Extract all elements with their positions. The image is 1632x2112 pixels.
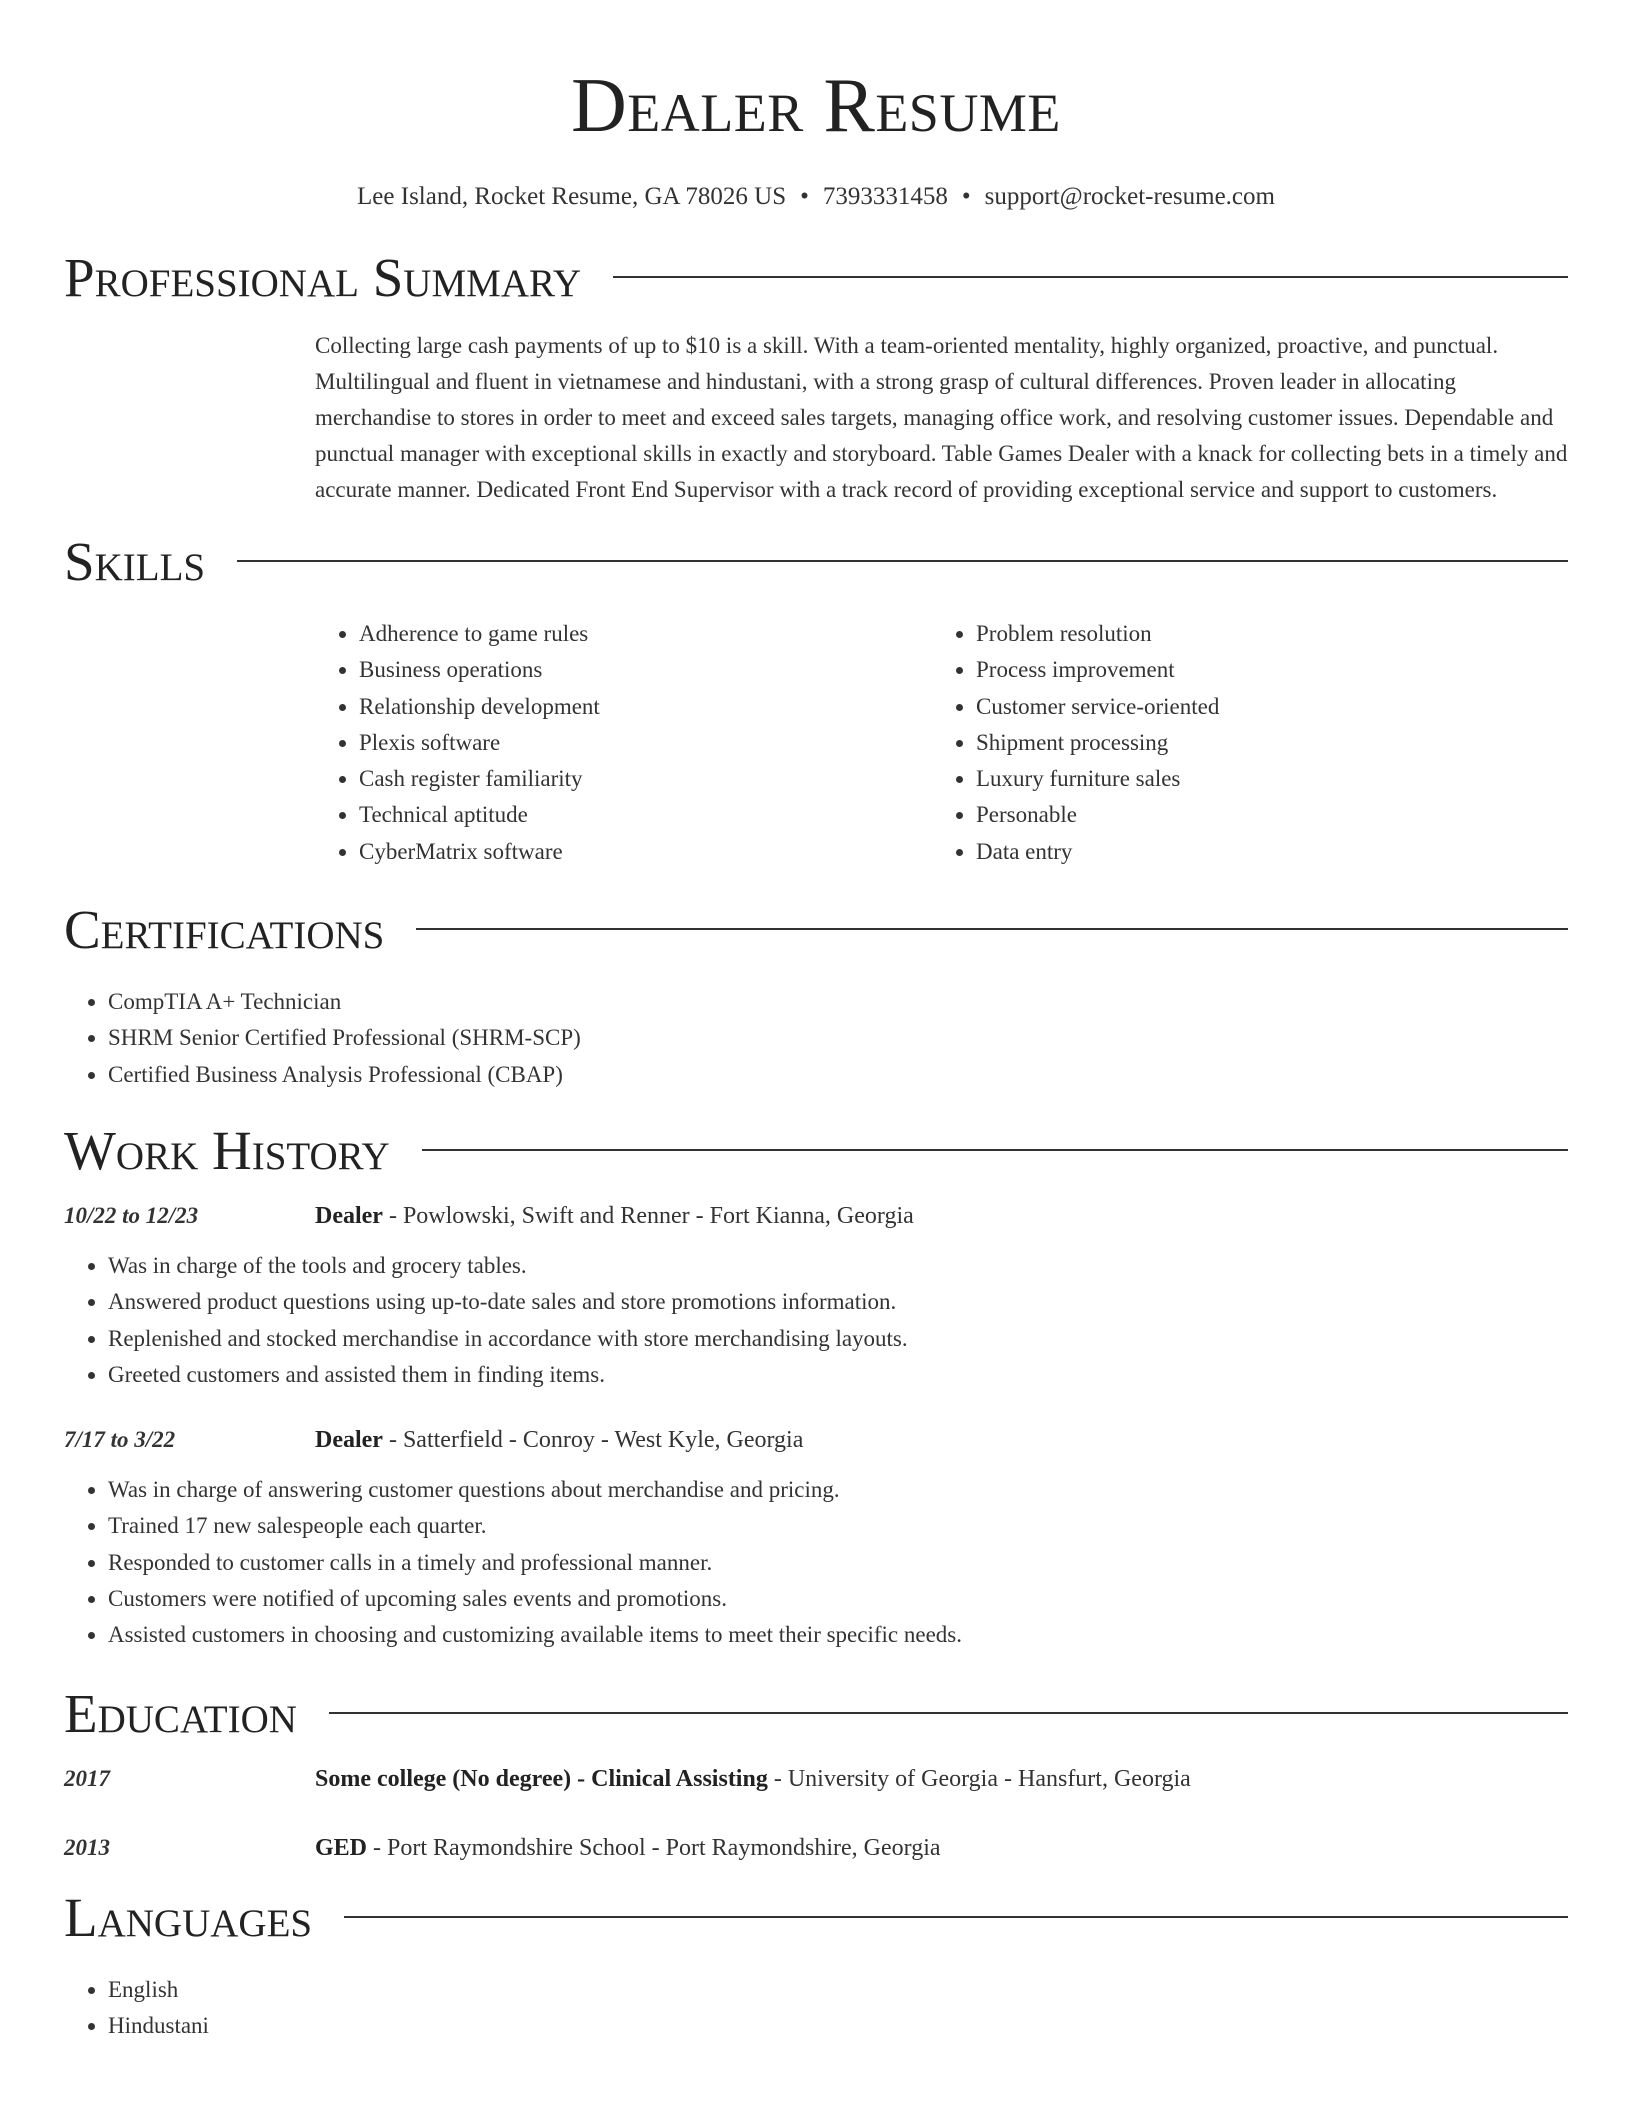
languages-list xyxy=(64,1972,1568,2045)
skill-item: • CyberMatrix software xyxy=(359,834,932,870)
job-title-line xyxy=(315,1203,914,1230)
section-divider xyxy=(237,560,1568,562)
job-duty-item: • Customers were notified of upcoming sales events and promotions. xyxy=(108,1581,1568,1617)
section-title-work-history: Work History xyxy=(64,1119,390,1181)
contact-separator: • xyxy=(800,183,809,210)
section-divider xyxy=(329,1712,1568,1714)
skills-list-right xyxy=(932,616,1549,870)
education-entry xyxy=(64,1835,1568,1862)
skill-item: • Customer service-oriented xyxy=(976,689,1549,725)
section-divider xyxy=(416,928,1568,930)
certifications-list xyxy=(64,984,1568,1093)
skill-item: • Shipment processing xyxy=(976,725,1549,761)
job-entry xyxy=(64,1427,1568,1653)
languages-section xyxy=(64,1888,1568,2045)
section-header xyxy=(64,1888,1568,1948)
job-duty-item: • Replenished and stocked merchandise in accordance with store merchandising layouts. xyxy=(108,1321,1568,1357)
education-school: - Port Raymondshire School - Port Raymondshire, Georgia xyxy=(367,1834,941,1861)
skill-item: • Data entry xyxy=(976,834,1549,870)
job-duty-item: • Was in charge of the tools and grocery tables. xyxy=(108,1248,1568,1284)
skill-item: • Business operations xyxy=(359,652,932,688)
job-header xyxy=(64,1427,1568,1454)
job-employer: - Satterfield - Conroy - West Kyle, Georgia xyxy=(382,1427,804,1454)
skill-item: • Personable xyxy=(976,797,1549,833)
section-divider xyxy=(422,1149,1568,1151)
section-title-education: Education xyxy=(64,1682,297,1744)
certification-item: • SHRM Senior Certified Professional (SHRM-SCP) xyxy=(108,1020,1568,1056)
section-header xyxy=(64,532,1568,592)
language-item: • Hindustani xyxy=(108,2008,1568,2044)
section-header xyxy=(64,1684,1568,1744)
section-header xyxy=(64,1121,1568,1181)
skills-section xyxy=(64,532,1568,870)
job-duty-item: • Trained 17 new salespeople each quarter. xyxy=(108,1508,1568,1544)
job-dates: 7/17 to 3/22 xyxy=(64,1427,176,1453)
skill-item: • Technical aptitude xyxy=(359,797,932,833)
certification-item: • Certified Business Analysis Professional (CBAP) xyxy=(108,1057,1568,1093)
skill-item: • Plexis software xyxy=(359,725,932,761)
education-degree: GED xyxy=(315,1834,368,1861)
skills-grid xyxy=(315,616,1568,870)
job-header xyxy=(64,1203,1568,1230)
job-duty-item: • Answered product questions using up-to-date sales and store promotions information. xyxy=(108,1284,1568,1320)
job-dates: 10/22 to 12/23 xyxy=(64,1202,199,1228)
education-section xyxy=(64,1684,1568,1862)
section-title-certifications: Certifications xyxy=(64,899,385,961)
certification-item: • CompTIA A+ Technician xyxy=(108,984,1568,1020)
job-employer: - Powlowski, Swift and Renner - Fort Kianna, Georgia xyxy=(382,1202,914,1229)
skills-column-right xyxy=(932,616,1549,870)
language-item: • English xyxy=(108,1972,1568,2008)
contact-separator: • xyxy=(961,183,971,210)
education-line xyxy=(315,1835,941,1862)
job-duty-item: • Responded to customer calls in a timely and professional manner. xyxy=(108,1545,1568,1581)
summary-section xyxy=(64,248,1568,508)
section-title-skills: Skills xyxy=(64,531,206,592)
education-school: - University of Georgia - Hansfurt, Georgia xyxy=(767,1765,1191,1792)
job-entry xyxy=(64,1203,1568,1393)
job-duty-item: • Greeted customers and assisted them in finding items. xyxy=(108,1357,1568,1393)
contact-address: Lee Island, Rocket Resume, GA 78026 US xyxy=(357,183,787,210)
skill-item: • Cash register familiarity xyxy=(359,761,932,797)
job-role: Dealer xyxy=(315,1427,383,1454)
work-history-section xyxy=(64,1121,1568,1654)
job-role: Dealer xyxy=(315,1202,383,1229)
education-entry xyxy=(64,1766,1568,1793)
skill-item: • Adherence to game rules xyxy=(359,616,932,652)
skill-item: • Relationship development xyxy=(359,689,932,725)
summary-text: Collecting large cash payments of up to $10 is a skill. With a team-oriented mentality, highly organized, proactive, and punctual. Multilingual and fluent in vietnamese and hindustani, with a strong grasp of cultural differences. Proven leader in allocating merchandise to stores in order to meet and exceed sales targets, managing office work, and resolving customer issues. Dependable and punctual manager with exceptional skills in exactly and storyboard. Table Games Dealer with a knack for collecting bets in a timely and accurate manner. Dedicated Front End Supervisor with a track record of providing exceptional service and support to customers. xyxy=(315,333,1568,502)
education-year: 2017 xyxy=(64,1765,110,1791)
skills-column-left xyxy=(315,616,932,870)
education-year: 2013 xyxy=(64,1834,110,1860)
job-duty-item: • Was in charge of answering customer questions about merchandise and pricing. xyxy=(108,1472,1568,1508)
certifications-section xyxy=(64,900,1568,1093)
job-duties xyxy=(64,1472,1568,1653)
job-duty-item: • Assisted customers in choosing and customizing available items to meet their specific needs. xyxy=(108,1617,1568,1653)
job-duties xyxy=(64,1248,1568,1393)
job-title-line xyxy=(315,1427,803,1454)
skill-item: • Process improvement xyxy=(976,652,1549,688)
resume-title: Dealer Resume xyxy=(571,62,1061,148)
section-header xyxy=(64,248,1568,308)
section-header xyxy=(64,900,1568,960)
contact-line xyxy=(64,182,1568,212)
education-line xyxy=(315,1766,1191,1793)
skills-list-left xyxy=(315,616,932,870)
section-title-summary: Professional Summary xyxy=(64,247,582,308)
section-title-languages: Languages xyxy=(64,1886,313,1948)
section-divider xyxy=(344,1916,1568,1918)
skill-item: • Luxury furniture sales xyxy=(976,761,1549,797)
skill-item: • Problem resolution xyxy=(976,616,1549,652)
section-divider xyxy=(613,276,1568,278)
education-degree: Some college (No degree) - Clinical Assisting xyxy=(315,1765,768,1792)
contact-phone: 7393331458 xyxy=(822,183,948,210)
contact-email: support@rocket-resume.com xyxy=(984,183,1275,210)
